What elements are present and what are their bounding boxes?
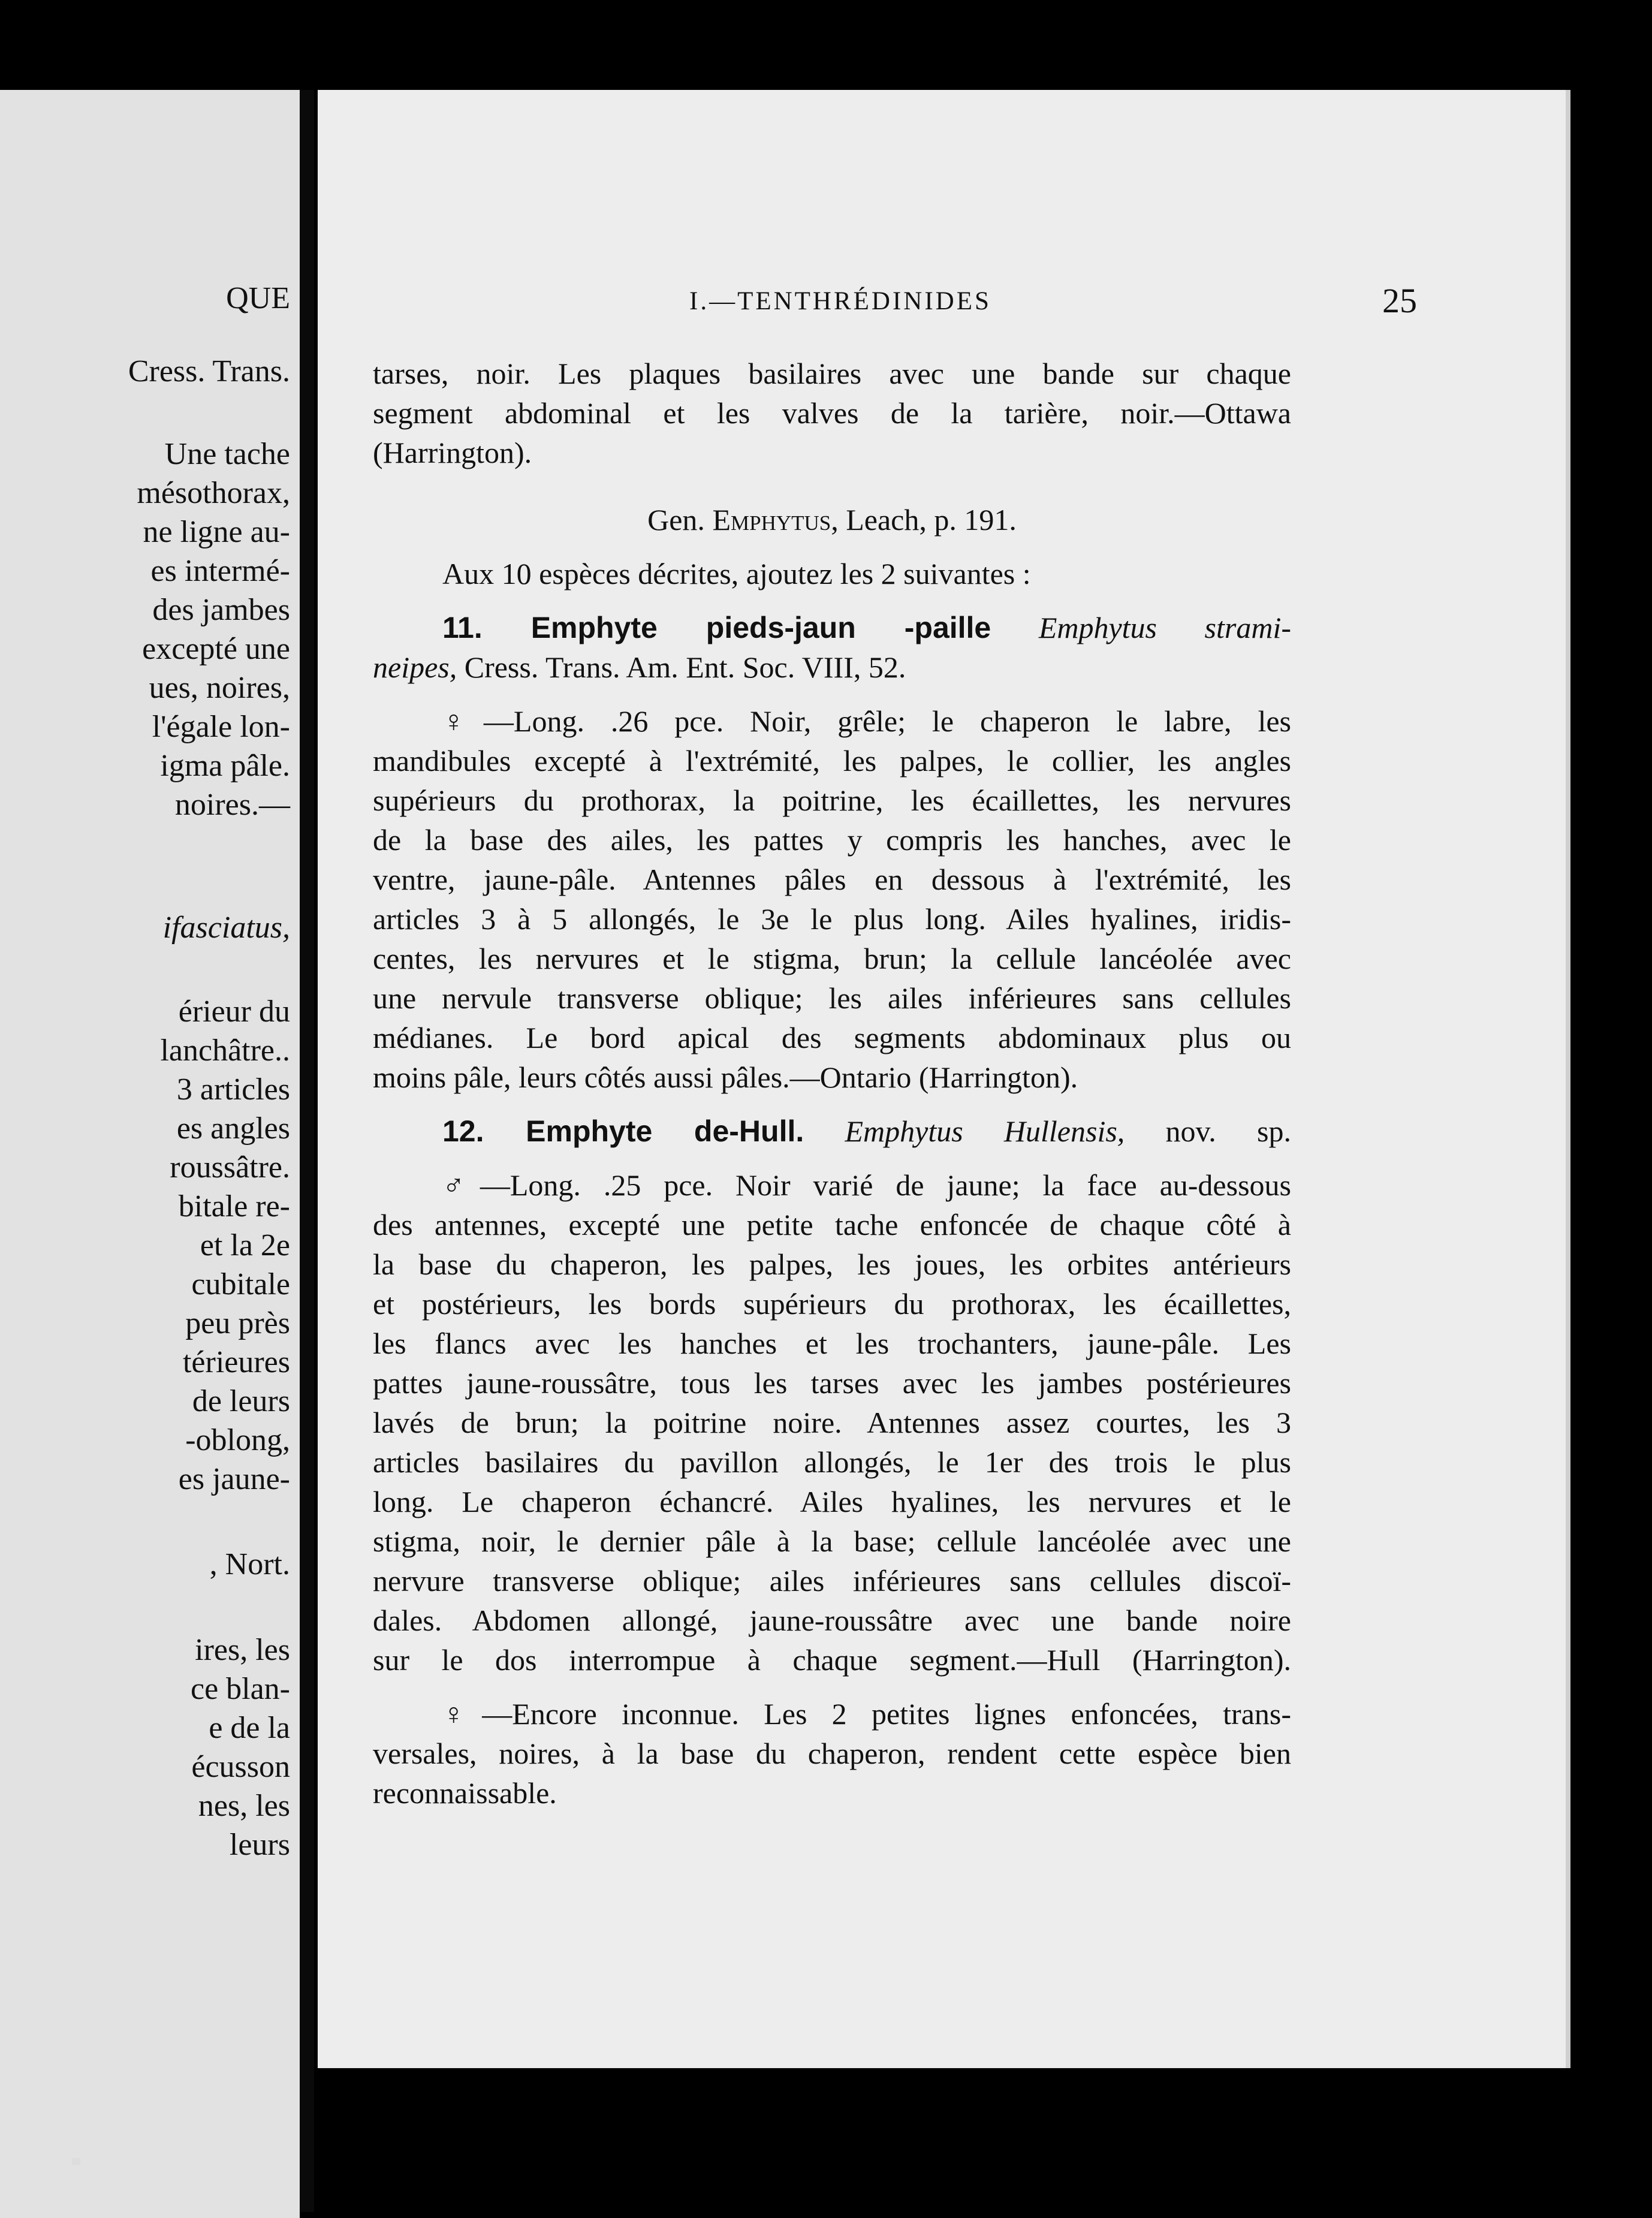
paragraph-line: versales, noires, à la base du chaperon, rendent cette espèce bien <box>373 1737 1291 1770</box>
page-number: 25 <box>1382 281 1417 320</box>
genus-heading <box>373 500 1291 540</box>
previous-page-line: 3 articles <box>176 1072 290 1107</box>
paragraph-line: une nervule transverse oblique; les ailes inférieures sans cellules <box>373 981 1291 1015</box>
paragraph-line: articles basilaires du pavillon allongés, le 1er des trois le plus <box>373 1445 1291 1479</box>
paragraph-line: et postérieurs, les bords supérieurs du prothorax, les écaillettes, <box>373 1287 1291 1321</box>
previous-page-line: es angles <box>176 1111 290 1146</box>
previous-page-line: Cress. Trans. <box>128 354 290 388</box>
species-heading-continuation <box>373 647 1291 687</box>
species-12-latin-name: Emphytus Hullensis, <box>845 1114 1125 1148</box>
book-spine-gutter <box>300 90 314 2212</box>
paragraph-line: articles 3 à 5 allongés, le 3e le plus long. Ailes hyalines, iridis- <box>373 902 1291 936</box>
paragraph-line: médianes. Le bord apical des segments abdominaux plus ou <box>373 1021 1291 1054</box>
genus-prefix: Gen. <box>647 503 705 537</box>
paragraph-line: mandibules excepté à l'extrémité, les palpes, le collier, les angles <box>373 744 1291 777</box>
paragraph-line: long. Le chaperon échancré. Ailes hyalines, les nervures et le <box>373 1485 1291 1518</box>
paragraph-line: moins pâle, leurs côtés aussi pâles.—Ontario (Harrington). <box>373 1060 1078 1094</box>
previous-page-line: ne ligne au- <box>143 515 290 549</box>
species-heading <box>373 608 1291 647</box>
paragraph-line: (Harrington). <box>373 436 532 469</box>
paragraph-line: lavés de brun; la poitrine noire. Antennes assez courtes, les 3 <box>373 1406 1291 1439</box>
dust-speck <box>72 2158 80 2165</box>
running-title: I.—TENTHRÉDINIDES <box>689 287 991 315</box>
previous-page-line: peu près <box>185 1306 290 1340</box>
previous-page-line: des jambes <box>152 593 290 627</box>
previous-page-line: ce blan- <box>190 1672 290 1706</box>
previous-page-line: Une tache <box>164 437 290 471</box>
previous-page-line: igma pâle. <box>160 749 290 783</box>
previous-page-line: de leurs <box>192 1384 290 1418</box>
previous-page-line: et la 2e <box>200 1228 290 1262</box>
book-page <box>318 90 1566 2068</box>
paragraph-line: pattes jaune-roussâtre, tous les tarses avec les jambes postérieures <box>373 1366 1291 1400</box>
previous-page-line: térieures <box>182 1345 290 1379</box>
previous-page-line: l'égale lon- <box>152 710 290 744</box>
paragraph-line: des antennes, excepté une petite tache enfoncée de chaque côté à <box>373 1208 1291 1241</box>
previous-page-line: ifasciatus, <box>162 911 290 945</box>
previous-page-line: mésothorax, <box>137 476 290 510</box>
paragraph-line: ♀—Encore inconnue. Les 2 petites lignes enfoncées, trans- <box>442 1697 1291 1731</box>
previous-page-line: , Nort. <box>209 1547 290 1581</box>
paragraph-line: la base du chaperon, les palpes, les joues, les orbites antérieurs <box>373 1247 1291 1281</box>
species-11-reference: Cress. Trans. Am. Ent. Soc. VIII, 52. <box>457 650 906 684</box>
species-12-title: 12. Emphyte de-Hull. <box>442 1114 804 1148</box>
genus-name: Emphytus <box>712 503 831 537</box>
previous-page <box>0 90 300 2218</box>
species-11-latin-name-end: neipes, <box>373 650 457 684</box>
paragraph-line: ♀—Long. .26 pce. Noir, grêle; le chaperon le labre, les <box>442 704 1291 738</box>
previous-page-line: es intermé- <box>150 554 290 588</box>
species-11-latin-name: Emphytus strami- <box>1038 611 1292 644</box>
paragraph-line: ventre, jaune-pâle. Antennes pâles en dessous à l'extrémité, les <box>373 863 1291 896</box>
species-11-title: 11. Emphyte pieds-jaun -paille <box>442 611 991 644</box>
previous-page-line: roussâtre. <box>170 1150 290 1185</box>
previous-page-line: es jaune- <box>178 1462 290 1496</box>
running-header <box>318 281 1566 334</box>
paragraph-line: supérieurs du prothorax, la poitrine, les écaillettes, les nervures <box>373 783 1291 817</box>
genus-reference: , Leach, p. 191. <box>831 503 1017 537</box>
paragraph-line: de la base des ailes, les pattes y compris les hanches, avec le <box>373 823 1291 857</box>
previous-page-line: nes, les <box>198 1789 290 1823</box>
previous-page-line: -oblong, <box>185 1423 290 1457</box>
intro-line: Aux 10 espèces décrites, ajoutez les 2 suivantes : <box>442 557 1031 590</box>
previous-page-line: e de la <box>209 1711 290 1745</box>
paragraph-line: centes, les nervures et le stigma, brun; la cellule lancéolée avec <box>373 942 1291 975</box>
previous-page-line: cubitale <box>191 1267 290 1301</box>
previous-page-line: QUE <box>226 281 290 315</box>
paragraph-line: sur le dos interrompue à chaque segment.—Hull (Harrington). <box>373 1643 1291 1677</box>
previous-page-line: érieur du <box>178 995 290 1029</box>
previous-page-line: lanchâtre.. <box>160 1033 290 1068</box>
paragraph-line: les flancs avec les hanches et les trochanters, jaune-pâle. Les <box>373 1327 1291 1360</box>
paragraph-line: tarses, noir. Les plaques basilaires avec une bande sur chaque <box>373 357 1291 390</box>
paragraph-line: nervure transverse oblique; ailes inférieures sans cellules discoï- <box>373 1564 1291 1598</box>
paragraph-line: ♂—Long. .25 pce. Noir varié de jaune; la face au-dessous <box>442 1168 1291 1202</box>
previous-page-line: ires, les <box>195 1633 290 1667</box>
species-heading <box>373 1111 1291 1151</box>
previous-page-line: leurs <box>229 1828 290 1862</box>
page-body <box>373 354 1291 1813</box>
species-12-reference: nov. sp. <box>1125 1114 1291 1148</box>
paragraph-line: reconnaissable. <box>373 1776 557 1810</box>
paragraph-line: stigma, noir, le dernier pâle à la base; cellule lancéolée avec une <box>373 1524 1291 1558</box>
previous-page-line: ues, noires, <box>149 671 290 705</box>
previous-page-line: écusson <box>191 1750 290 1784</box>
previous-page-line: bitale re- <box>178 1189 290 1223</box>
paragraph-line: segment abdominal et les valves de la tarière, noir.—Ottawa <box>373 396 1291 430</box>
paragraph-line: dales. Abdomen allongé, jaune-roussâtre avec une bande noire <box>373 1604 1291 1637</box>
previous-page-line: noires.— <box>174 788 290 822</box>
previous-page-line: excepté une <box>142 632 290 666</box>
